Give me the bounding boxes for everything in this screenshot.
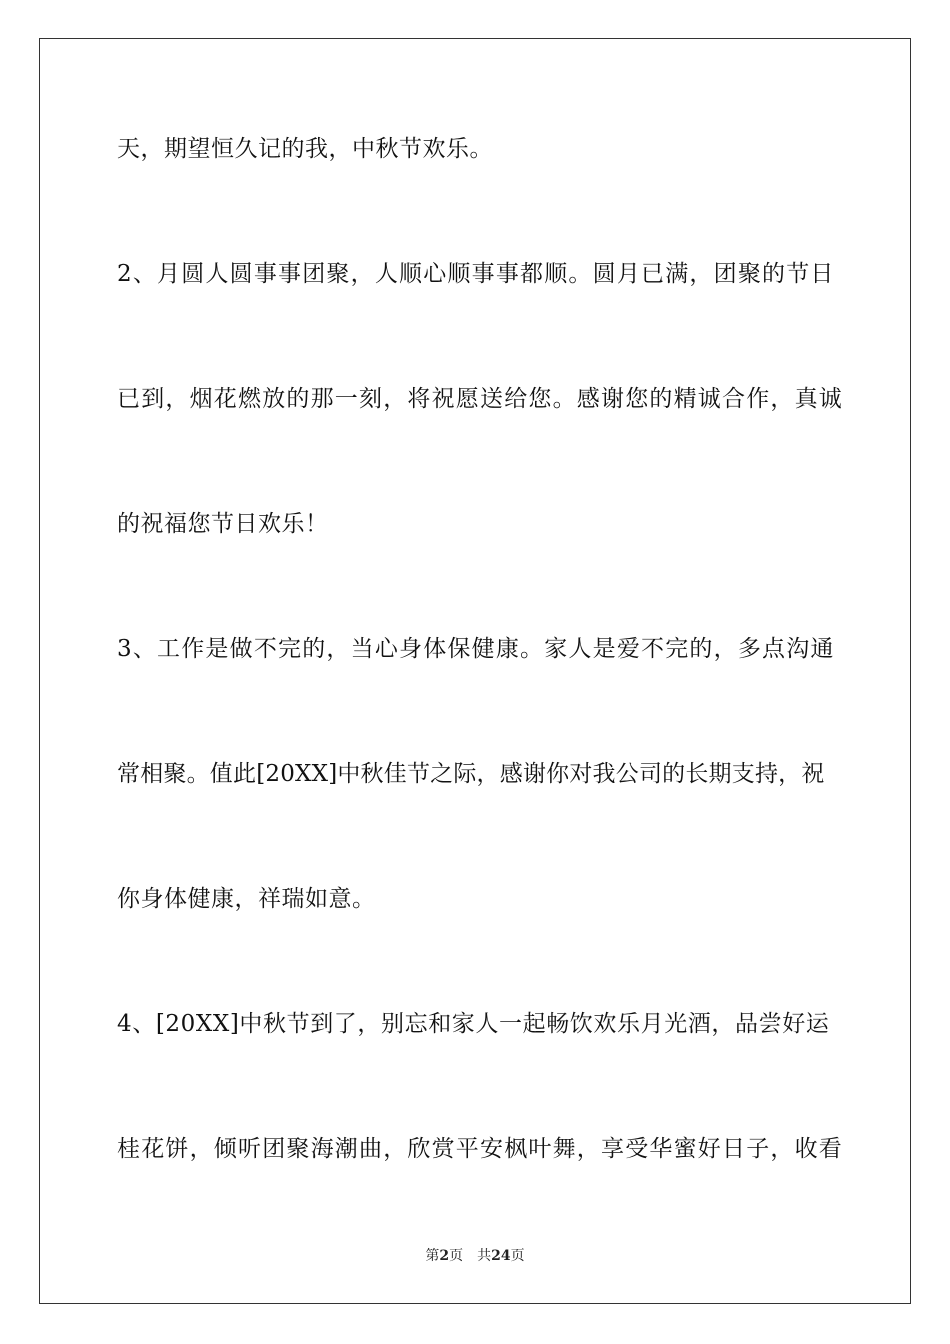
total-prefix: 共 bbox=[477, 1248, 492, 1264]
text-line-4: 的祝福您节日欢乐！ bbox=[117, 511, 329, 537]
text-line-2: 2、月圆人圆事事团聚，人顺心顺事事都顺。圆月已满，团聚的节日 bbox=[117, 261, 835, 287]
page-border bbox=[39, 38, 911, 1304]
page-number: 2 bbox=[439, 1248, 450, 1264]
page-suffix: 页 bbox=[449, 1248, 464, 1264]
page-prefix: 第 bbox=[425, 1248, 440, 1264]
page-footer bbox=[0, 1247, 950, 1265]
text-line-1: 天，期望恒久记的我，中秋节欢乐。 bbox=[117, 136, 493, 162]
text-line-5: 3、工作是做不完的，当心身体保健康。家人是爱不完的，多点沟通 bbox=[117, 636, 835, 662]
total-suffix: 页 bbox=[510, 1248, 525, 1264]
text-line-3: 已到，烟花燃放的那一刻，将祝愿送给您。感谢您的精诚合作，真诚 bbox=[117, 386, 843, 412]
text-line-7: 你身体健康，祥瑞如意。 bbox=[117, 886, 376, 912]
text-line-8: 4、[20XX]中秋节到了，别忘和家人一起畅饮欢乐月光酒，品尝好运 bbox=[117, 1011, 830, 1037]
text-line-9: 桂花饼，倾听团聚海潮曲，欣赏平安枫叶舞，享受华蜜好日子，收看 bbox=[117, 1136, 843, 1162]
total-pages: 24 bbox=[491, 1248, 511, 1264]
text-line-6: 常相聚。值此[20XX]中秋佳节之际，感谢你对我公司的长期支持，祝 bbox=[117, 761, 825, 787]
